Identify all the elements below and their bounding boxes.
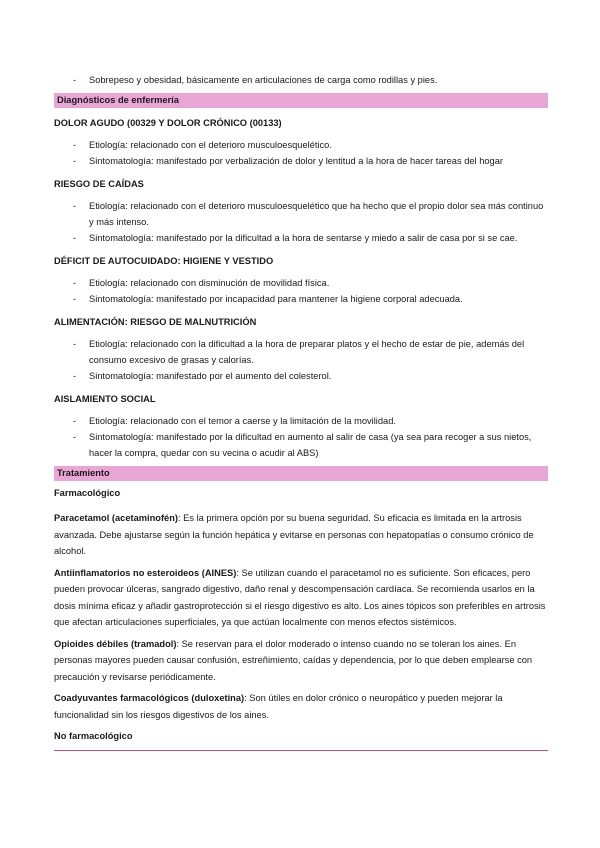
bullet-dash: - [73, 371, 77, 381]
diagnosis-title: AISLAMIENTO SOCIAL [54, 394, 156, 404]
list-item-text: Etiología: relacionado con disminución de movilidad física. [89, 278, 330, 288]
drug-description: : Se utilizan cuando el paracetamol no es suficiente. Son eficaces, pero pueden provocar úlceras, sangrado digestivo, daño renal y descompensación cardíaca. Se recomienda usarlos en la dosis mínima eficaz y añadir gastroprotección si el riesgo digestivo es alto. Los aines tópicos son preferibles en artrosis que afectan articulaciones superficiales, ya que actúan localmente con menos efectos sistémicos. [54, 567, 546, 627]
bullet-dash: - [73, 339, 77, 349]
bullet-dash: - [73, 416, 77, 426]
list-item [54, 429, 548, 461]
list-item [54, 230, 548, 246]
list-item-text: Etiología: relacionado con el deterioro musculoesquelético que ha hecho que el propio dolor sea más continuo y más intenso. [89, 201, 544, 227]
drug-paragraph [54, 510, 548, 560]
diagnosis-title: DOLOR AGUDO (00329 Y DOLOR CRÓNICO (00133) [54, 118, 282, 128]
diagnosis-title: DÉFICIT DE AUTOCUIDADO: HIGIENE Y VESTIDO [54, 256, 274, 266]
list-item [54, 413, 548, 429]
section-header-diagnosticos: Diagnósticos de enfermería [54, 93, 548, 108]
list-item [54, 368, 548, 384]
section-header-tratamiento: Tratamiento [54, 466, 548, 481]
list-item-text: Sintomatología: manifestado por la dificultad a la hora de sentarse y miedo a salir de casa por si se cae. [89, 233, 518, 243]
bullet-dash: - [73, 278, 77, 288]
list-item [54, 336, 548, 368]
no-farmacologico-title: No farmacológico [54, 728, 548, 751]
list-item [54, 291, 548, 307]
list-item-text: Sintomatología: manifestado por verbalización de dolor y lentitud a la hora de hacer tareas del hogar [89, 156, 503, 166]
list-item-text: Etiología: relacionado con el deterioro musculoesquelético. [89, 140, 332, 150]
list-item-text: Sintomatología: manifestado por incapacidad para mantener la higiene corporal adecuada. [89, 294, 463, 304]
list-item-text: Sobrepeso y obesidad, básicamente en articulaciones de carga como rodillas y pies. [89, 75, 438, 85]
drug-paragraph [54, 636, 548, 686]
document-page [54, 72, 548, 753]
farmacologico-title: Farmacológico [54, 488, 121, 498]
bullet-dash: - [73, 140, 77, 150]
diagnosis-title: ALIMENTACIÓN: RIESGO DE MALNUTRICIÓN [54, 317, 257, 327]
list-item-text: Etiología: relacionado con el temor a caerse y la limitación de la movilidad. [89, 416, 396, 426]
bullet-dash: - [73, 75, 77, 85]
list-item [54, 137, 548, 153]
list-item-text: Sintomatología: manifestado por el aumento del colesterol. [89, 371, 332, 381]
drug-description: : Es la primera opción por su buena seguridad. Su eficacia es limitada en la artrosis avanzada. Debe ajustarse según la función hepática y evitarse en personas con hepatopatías o consumo crónico de alcohol. [54, 513, 534, 556]
list-item-text: Etiología: relacionado con la dificultad a la hora de preparar platos y el hecho de estar de pie, además del consumo excesivo de grasas y calorías. [89, 339, 525, 365]
bullet-dash: - [73, 201, 77, 211]
list-item-text: Sintomatología: manifestado por la dificultad en aumento al salir de casa (ya sea para recoger a sus nietos, hacer la compra, quedar con su vecina o acudir al ABS) [89, 432, 532, 458]
bullet-dash: - [73, 294, 77, 304]
list-item [54, 72, 548, 88]
diagnosis-title: RIESGO DE CAÍDAS [54, 179, 144, 189]
bullet-dash: - [73, 233, 77, 243]
drug-paragraph [54, 565, 548, 631]
list-item [54, 153, 548, 169]
drug-name: Opioides débiles (tramadol) [54, 638, 177, 649]
bullet-dash: - [73, 156, 77, 166]
drug-name: Paracetamol (acetaminofén) [54, 513, 179, 523]
bullet-dash: - [73, 432, 77, 442]
drug-paragraph [54, 690, 548, 723]
list-item [54, 275, 548, 291]
drug-name: Antiinflamatorios no esteroideos (AINES) [54, 567, 237, 578]
drug-description: : Son útiles en dolor crónico o neuropático y pueden mejorar la funcionalidad sin los riesgos digestivos de los aines. [54, 693, 503, 720]
drug-description: : Se reservan para el dolor moderado o intenso cuando no se toleran los aines. En personas mayores pueden causar confusión, estreñimiento, caídas y dependencia, por lo que deben emplearse con precaución y revisarse periódicamente. [54, 638, 533, 682]
list-item [54, 198, 548, 230]
drug-name: Coadyuvantes farmacológicos (duloxetina) [54, 693, 245, 703]
